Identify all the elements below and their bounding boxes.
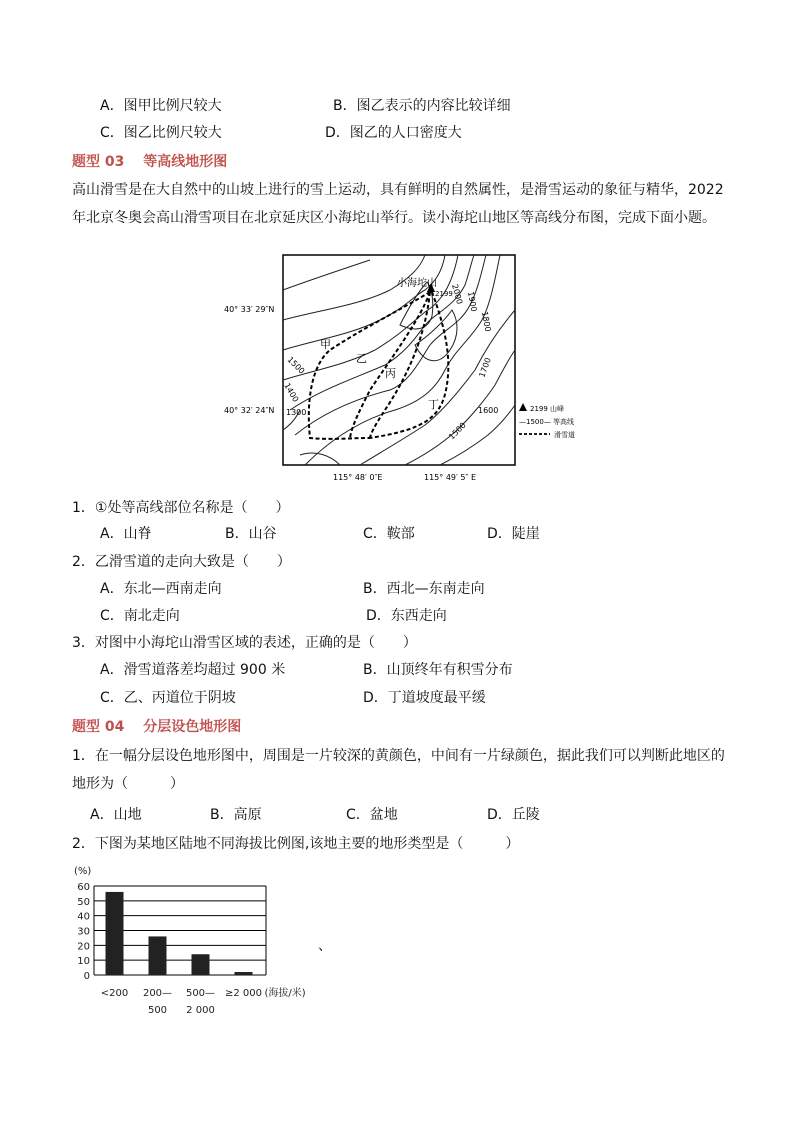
s4-q1-option-c: C．盆地 [346,807,398,823]
latitude-top: 40° 33′ 29″N [224,305,275,314]
bar [149,936,167,975]
y-tick-label: 60 [77,882,90,893]
y-tick-label: 40 [77,911,90,923]
y-tick-label: 30 [77,926,90,938]
bar [192,954,210,975]
elevation-bar-chart [70,858,330,1028]
y-tick-label: 10 [77,956,90,968]
contour-label-1600: 1600 [478,406,499,415]
legend-run: 滑雪道 [554,431,575,439]
peak-name: 小海坨山 [397,278,437,289]
x-tick-label: ≥2 000 [224,988,263,999]
q2-option-c: C．南北走向 [100,608,180,624]
q3-option-c: C．乙、丙道位于阴坡 [100,690,236,706]
question-1-stem: 1．①处等高线部位名称是（ ） [72,500,290,516]
contour-label-1800: 1800 [480,310,493,333]
s4-question-1-line-2: 地形为（ ） [72,776,184,792]
option-a: A．图甲比例尺较大 [100,98,222,114]
bar [235,972,253,975]
y-tick-label: 20 [77,941,90,953]
y-tick-label: 50 [77,896,90,908]
run-label-jia: 甲 [320,338,331,351]
option-c: C．图乙比例尺较大 [100,125,222,141]
contour-label-1900: 1900 [466,290,479,313]
contour-label-1400: 1400 [282,381,301,404]
y-axis-label: (%) [74,866,92,877]
q3-option-a: A．滑雪道落差均超过 900 米 [100,662,286,678]
q3-option-b: B．山顶终年有积雪分布 [363,662,513,678]
contour-label-1500-b: 1500 [285,355,307,376]
stray-mark: 、 [318,938,332,954]
option-d: D．图乙的人口密度大 [325,125,462,141]
question-3-stem: 3．对图中小海坨山滑雪区域的表述，正确的是（ ） [72,635,417,651]
s4-q1-option-a: A．山地 [90,807,142,823]
x-tick-label: <200 [100,988,129,999]
q3-option-d: D．丁道坡度最平缓 [363,690,486,706]
s4-question-2-stem: 2．下图为某地区陆地不同海拔比例图,该地主要的地形类型是（ ） [72,836,520,852]
peak-elevation: 2199 [435,290,453,298]
run-label-bing: 丙 [385,367,396,380]
x-tick-label-line2: 2 000 [186,1005,215,1016]
s4-question-1-line-1: 1．在一幅分层设色地形图中，周围是一片较深的黄颜色，中间有一片绿颜色，据此我们可以判断此地区的 [72,748,725,764]
contour-label-1300: 1300 [286,408,307,417]
x-tick-label-line2: 500 [147,1005,168,1016]
longitude-right: 115° 49′ 5″ E [424,473,477,482]
intro-paragraph [72,176,732,232]
y-tick-label: 0 [83,971,90,982]
s4-q1-option-d: D．丘陵 [487,807,540,823]
section-heading-03: 题型 03 等高线地形图 [72,154,228,170]
run-label-ding: 丁 [428,398,439,411]
run-label-yi: 乙 [356,352,367,365]
legend-contour: —1500— 等高线 [519,418,575,426]
section-heading-04: 题型 04 分层设色地形图 [72,719,242,735]
q1-option-d: D．陡崖 [487,526,540,542]
x-tick-label: 500— [185,988,216,999]
s4-q1-option-b: B．高原 [210,807,262,823]
question-2-stem: 2．乙滑雪道的走向大致是（ ） [72,554,291,570]
intro-line-2: 年北京冬奥会高山滑雪项目在北京延庆区小海坨山举行。读小海坨山地区等高线分布图，完成下面小题。 [72,210,716,226]
contour-label-1700: 1700 [477,356,493,379]
legend-peak: 2199 山峰 [530,405,565,413]
q1-option-b: B．山谷 [225,526,277,542]
bar [106,892,124,975]
q2-option-a: A．东北—西南走向 [100,581,222,597]
q2-option-b: B．西北—东南走向 [363,581,485,597]
contour-map [220,250,590,490]
intro-line-1: 高山滑雪是在大自然中的山坡上进行的雪上运动，具有鲜明的自然属性，是滑雪运动的象征与精华，2022 [72,182,724,198]
x-tick-label: 200— [142,988,173,999]
option-b: B．图乙表示的内容比较详细 [333,98,511,114]
q1-option-a: A．山脊 [100,526,152,542]
legend-peak-icon [519,403,527,411]
q1-option-c: C．鞍部 [363,526,415,542]
x-axis-label: (海拔/米) [264,988,306,999]
contour-label-1500-a: 1500 [447,420,468,442]
contour-label-2000: 2000 [450,283,465,306]
latitude-bottom: 40° 32′ 24″N [224,406,275,415]
q2-option-d: D．东西走向 [366,608,447,624]
longitude-left: 115° 48′ 0″E [333,473,383,482]
